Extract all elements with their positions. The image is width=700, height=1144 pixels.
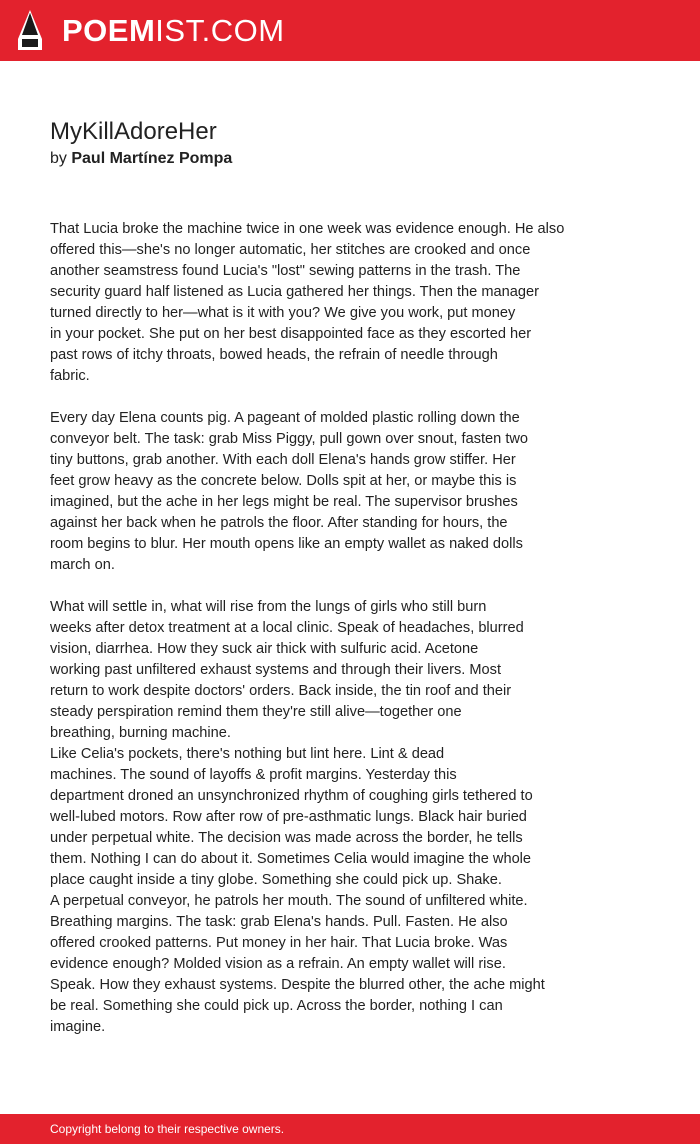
poem-line: Speak. How they exhaust systems. Despite the blurred other, the ache might [50, 977, 545, 993]
brand-bold-text: POEM [62, 13, 156, 48]
poem-line: be real. Something she could pick up. Across the border, nothing I can [50, 998, 503, 1014]
poem-line: A perpetual conveyor, he patrols her mouth. The sound of unfiltered white. [50, 893, 528, 909]
site-logo-text[interactable] [62, 10, 285, 52]
poem-line: return to work despite doctors' orders. Back inside, the tin roof and their [50, 683, 512, 699]
byline-prefix: by [50, 150, 67, 167]
poem-line: place caught inside a tiny globe. Something she could pick up. Shake. [50, 872, 502, 888]
poem-line: Like Celia's pockets, there's nothing but lint here. Lint & dead [50, 746, 445, 762]
brand-light-text: IST.COM [155, 13, 285, 48]
poem-line: machines. The sound of layoffs & profit margins. Yesterday this [50, 767, 457, 783]
poem-line: offered this—she's no longer automatic, her stitches are crooked and once [50, 242, 531, 258]
poem-line: That Lucia broke the machine twice in one week was evidence enough. He also [50, 221, 565, 237]
poem-line: fabric. [50, 368, 90, 384]
poem-line: turned directly to her—what is it with you? We give you work, put money [50, 305, 516, 321]
poem-title: MyKillAdoreHer [50, 118, 217, 145]
poem-line: department droned an unsynchronized rhythm of coughing girls tethered to [50, 788, 533, 804]
poem-line: steady perspiration remind them they're still alive—together one [50, 704, 462, 720]
copyright-text: Copyright belong to their respective owners. [50, 1122, 285, 1136]
poem-line: them. Nothing I can do about it. Sometimes Celia would imagine the whole [50, 851, 532, 867]
poem-line: conveyor belt. The task: grab Miss Piggy, pull gown over snout, fasten two [50, 431, 529, 447]
poem-body [50, 219, 610, 1038]
poem-line: past rows of itchy throats, bowed heads, the refrain of needle through [50, 347, 498, 363]
byline [50, 148, 232, 170]
poem-line: weeks after detox treatment at a local clinic. Speak of headaches, blurred [50, 620, 524, 636]
poem-line: well-lubed motors. Row after row of pre-asthmatic lungs. Black hair buried [50, 809, 527, 825]
poem-line: against her back when he patrols the floor. After standing for hours, the [50, 515, 508, 531]
poem-line: tiny buttons, grab another. With each doll Elena's hands grow stiffer. Her [50, 452, 516, 468]
poem-line: another seamstress found Lucia's "lost" sewing patterns in the trash. The [50, 263, 521, 279]
poem-line: march on. [50, 557, 115, 573]
site-footer [0, 1114, 700, 1144]
pencil-tip-icon[interactable] [17, 9, 43, 51]
poem-line: room begins to blur. Her mouth opens like an empty wallet as naked dolls [50, 536, 523, 552]
poem-line: breathing, burning machine. [50, 725, 231, 741]
poem-line: vision, diarrhea. How they suck air thick with sulfuric acid. Acetone [50, 641, 479, 657]
poem-line: in your pocket. She put on her best disappointed face as they escorted her [50, 326, 532, 342]
poem-line: evidence enough? Molded vision as a refrain. An empty wallet will rise. [50, 956, 506, 972]
author-name: Paul Martínez Pompa [71, 150, 233, 167]
poem-line: imagined, but the ache in her legs might be real. The supervisor brushes [50, 494, 518, 510]
poem-line: Every day Elena counts pig. A pageant of molded plastic rolling down the [50, 410, 520, 426]
poem-line: security guard half listened as Lucia gathered her things. Then the manager [50, 284, 539, 300]
poem-line: working past unfiltered exhaust systems and through their livers. Most [50, 662, 501, 678]
poem-stanza [50, 597, 610, 1038]
poem-line: feet grow heavy as the concrete below. Dolls spit at her, or maybe this is [50, 473, 517, 489]
poem-line: What will settle in, what will rise from the lungs of girls who still burn [50, 599, 487, 615]
poem-line: under perpetual white. The decision was made across the border, he tells [50, 830, 523, 846]
poem-line: Breathing margins. The task: grab Elena's hands. Pull. Fasten. He also [50, 914, 508, 930]
poem-line: offered crooked patterns. Put money in her hair. That Lucia broke. Was [50, 935, 508, 951]
site-header [0, 0, 700, 61]
poem-line: imagine. [50, 1019, 106, 1035]
poem-stanza [50, 408, 610, 576]
poem-stanza [50, 219, 610, 387]
